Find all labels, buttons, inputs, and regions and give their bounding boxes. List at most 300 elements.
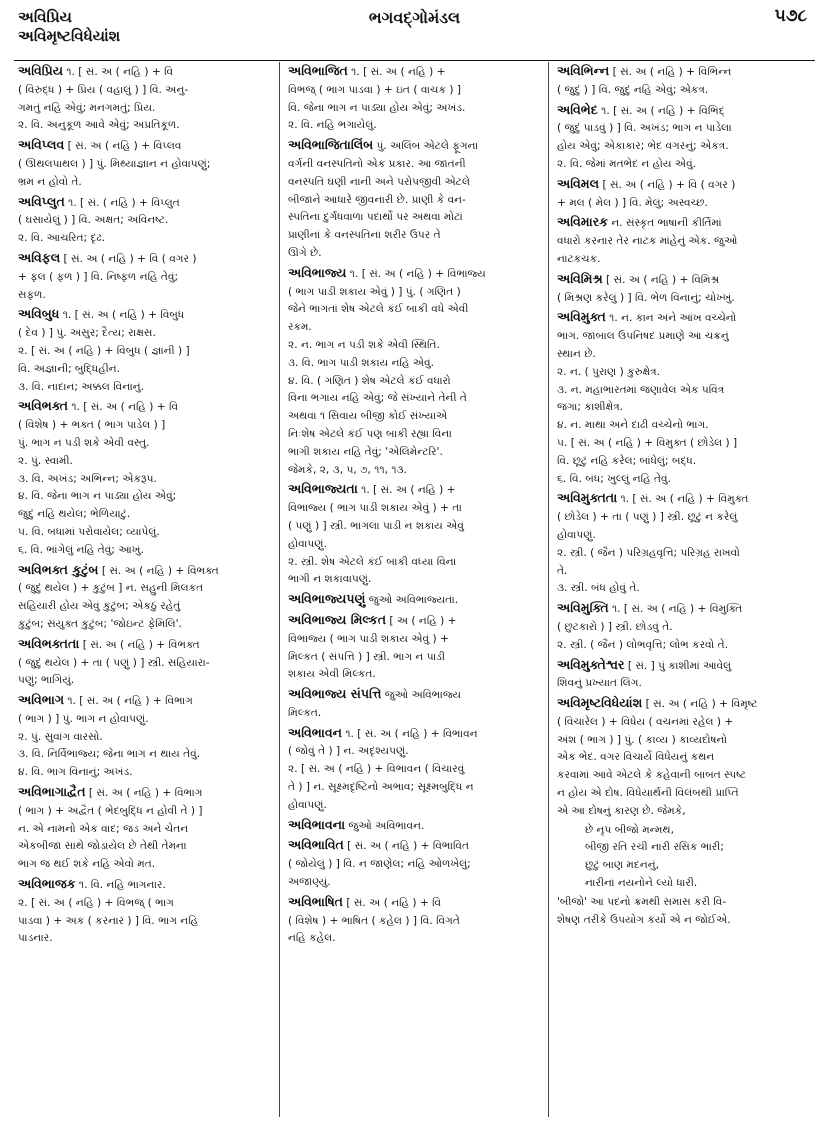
entry-line: [557, 619, 809, 637]
entry-line: [288, 337, 540, 355]
entry-line: [18, 803, 271, 821]
definition-text: ૧. [ સં. અ ( નહિ ) + વિ: [67, 401, 179, 414]
dictionary-entry: [288, 893, 540, 948]
headword: અવિભાષિત: [288, 893, 343, 909]
definition-text: ઊગે છે.: [288, 246, 322, 259]
dictionary-entry: [18, 691, 271, 782]
dictionary-entry: [288, 62, 540, 135]
headword: અવિમુક્તિ: [557, 600, 609, 616]
entry-line: [288, 685, 540, 705]
entry-line: [18, 856, 271, 874]
dictionary-entry: [18, 635, 271, 690]
definition-text: ૪. વિ. ભાગ વિનાનું; અખંડ.: [18, 766, 133, 779]
definition-text: ૨. પું. સ્વામી.: [18, 454, 73, 467]
entry-line: [288, 100, 540, 118]
dictionary-entry: [18, 561, 271, 634]
definition-text: ૧. [ સં. અ ( નહિ ) + વિભાજ્ય: [346, 267, 486, 280]
definition-text: એ આ દોષનું કારણ છે. જેમકે,: [557, 804, 686, 817]
dictionary-entry: [288, 836, 540, 891]
definition-text: [ સં. અ ( નહિ ) + વિભક્ત: [79, 638, 200, 651]
headword: અવિભાવિત: [288, 837, 344, 853]
column-3: [548, 62, 817, 1117]
definition-text: ૩. વિ. નિર્વિભાજ્ય; જેના ભાગ ન થાય તેવું.: [18, 748, 201, 761]
definition-text: [ સં. અ ( નહિ ) + વિભાગ: [85, 787, 203, 800]
definition-text: વિભજ્ ( ભાગ પાડવા ) + ઇત ( વાચક ) ]: [288, 83, 461, 96]
entry-line: [557, 382, 809, 400]
definition-text: ન. એ નામનો એક વાદ; જડ અને ચેતન: [18, 822, 189, 835]
definition-text: વધારો કરનાર તેર નાટક માંહેનું એક. જુઓ: [557, 235, 738, 248]
entry-line: [18, 561, 271, 581]
entry-line: [557, 195, 809, 213]
entry-line: [557, 656, 809, 676]
entry-line: [288, 500, 540, 518]
headword: અવિમારક: [557, 214, 608, 230]
running-title: ભગવદ્ગોમંડલ: [368, 8, 461, 27]
entry-line: [557, 894, 809, 912]
definition-text: ( ઘસાયેલું ) ] વિ. અક્ષત; અવિનષ્ટ.: [18, 214, 169, 227]
definition-text: ( જુદું ) ] વિ. જુદું નહિ એવું; એકત્ર.: [557, 83, 709, 96]
entry-line: [18, 672, 271, 690]
entry-line: [288, 930, 540, 948]
dictionary-entry: [288, 264, 540, 480]
definition-text: જુદું નહિ થયેલ; ભેળિયાટું.: [18, 508, 131, 521]
dictionary-entry: [288, 611, 540, 684]
entry-line: [288, 816, 540, 836]
entry-line: [18, 397, 271, 417]
headword: અવિભાજિતાલિંબ: [288, 137, 374, 153]
entry-line: [18, 598, 271, 616]
dictionary-entry: [18, 249, 271, 304]
headword: અવિબુધ: [18, 306, 60, 322]
definition-text: હોવાપણું.: [288, 798, 327, 811]
definition-text: ભાગી શકાય નહિ તેવું; 'એલિમેન્ટરિ'.: [288, 445, 443, 458]
definition-text: ૨. સ્ત્રી. ( જૈન ) પરિગ્રહવૃત્તિ; પરિગ્રહ રાખવો: [557, 546, 740, 559]
entry-line: [288, 156, 540, 174]
entry-line: [18, 305, 271, 325]
headword: અવિભેદ: [557, 101, 598, 117]
definition-text: ૨. ન. ( પુરાણ ) કુરુક્ષેત્ર.: [557, 365, 660, 378]
definition-text: [ સં. અ ( નહિ ) + વિભક્ત: [98, 564, 219, 577]
definition-text: નિઃશેષ એટલે કંઈ પણ બાકી રહ્યા વિના: [288, 427, 452, 440]
definition-text: તે ) ] ન. સૂક્ષ્મદૃષ્ટિનો અભાવ; સૂક્ષ્મબુદ્ધિ ન: [288, 781, 474, 794]
definition-text: વિભાજ્ય ( ભાગ પાડી શકાય એવું ) + તા: [288, 502, 462, 515]
entry-line: [557, 489, 809, 509]
entry-line: [18, 174, 271, 192]
definition-text: વિ. જેના ભાગ ન પાડ્યા હોય એવું; અખંડ.: [288, 101, 466, 114]
entry-line: [288, 408, 540, 426]
entry-line: [18, 379, 271, 397]
headword: અવિપ્રિય: [18, 63, 63, 78]
dictionary-entry: [557, 489, 809, 598]
definition-text: [ સં. અ ( નહિ ) + વિ ( વગર ): [60, 252, 197, 265]
entry-line: [557, 912, 809, 930]
entry-line: [288, 209, 540, 227]
definition-text: વિના ભગાય નહિ એવું; જે સંખ્યાને તેની તે: [288, 392, 467, 405]
entry-line: [557, 509, 809, 527]
definition-text: બીજી રતિ રચી નારી રસિક ભારી;: [585, 841, 724, 854]
entry-line: [288, 518, 540, 536]
headword: અવિમુક્ત: [557, 309, 606, 325]
definition-text: પાડનાર.: [18, 932, 53, 945]
entry-line: [18, 417, 271, 435]
definition-text: નહિ કહેલ.: [288, 932, 336, 945]
entry-line: [557, 435, 809, 453]
entry-line: [557, 346, 809, 364]
dictionary-entry: [557, 599, 809, 654]
definition-text: ( વિચારેલ ) + વિધેય ( વચનમાં રહેલ ) +: [557, 715, 734, 728]
definition-text: છે નૃપ બીજો મન્મથ,: [585, 823, 675, 836]
definition-text: + ફલ ( ફળ ) ] વિ. નિષ્ફળ નહિ તેવું;: [18, 270, 179, 283]
definition-text: ભ્રમ ન હોવો તે.: [18, 175, 82, 188]
entry-line: [557, 417, 809, 435]
definition-text: ૩. વિ. અખંડ; અભિન્ન; એકરૂપ.: [18, 472, 157, 485]
definition-text: જુઓ અવિભાવન.: [345, 819, 425, 832]
entry-line: [18, 655, 271, 673]
guide-word-last: અવિમૃષ્ટવિધેયાંશ: [18, 27, 121, 45]
headword: અવિભાવન: [288, 724, 342, 740]
entry-line: [18, 453, 271, 471]
definition-text: ( વિશેષ ) + ભાષિત ( કહેલ ) ] વિ. વિગતે: [288, 914, 460, 927]
dictionary-entry: [557, 101, 809, 174]
headword: અવિભાજક: [18, 876, 76, 892]
verse-block: [557, 822, 809, 893]
headword: અવિભાવના: [288, 816, 346, 832]
dictionary-entry: [288, 724, 540, 815]
entry-line: [288, 893, 540, 913]
page-number: ૫૭૮: [774, 6, 807, 26]
entry-line: [557, 364, 809, 382]
definition-text: ૨. [ સં. અ ( નહિ ) + વિભાવન ( વિચારવું: [288, 763, 465, 776]
definition-text: ( જુદું પાડવું ) ] વિ. અખંડ; ભાગ ન પાડેલા: [557, 122, 732, 135]
entry-line: [288, 856, 540, 874]
headword: અવિભિન્ન: [557, 63, 610, 78]
definition-text: ( વિરુદ્ધ ) + પ્રિય ( વહાલું ) ] વિ. અનુ-: [18, 83, 189, 96]
definition-text: ૧. [ સં. અ ( નહિ ) + વિભિદ્: [597, 104, 725, 117]
entry-line: [288, 571, 540, 589]
dictionary-entry: [288, 685, 540, 723]
definition-text: ( છુટકારો ) ] સ્ત્રી. છોડવું તે.: [557, 620, 673, 633]
entry-line: [18, 895, 271, 913]
entry-line: [557, 749, 809, 767]
entry-line: [18, 691, 271, 711]
definition-text: ૪. ન. માથા અને દાઢી વચ્ચેનો ભાગ.: [557, 419, 709, 432]
entry-line: [288, 390, 540, 408]
entry-line: [288, 227, 540, 245]
entry-line: [18, 616, 271, 634]
entry-line: [18, 930, 271, 948]
entry-line: [557, 785, 809, 803]
dictionary-entry: [557, 694, 809, 821]
entry-line: [18, 729, 271, 747]
verse-line: [557, 875, 809, 893]
entry-line: [18, 287, 271, 305]
headword: અવિમૃષ્ટવિધેયાંશ: [557, 695, 643, 711]
definition-text: રકમ.: [288, 321, 312, 334]
entry-line: [288, 611, 540, 631]
definition-text: સહિયારી હોય એવું કુટુંબ; એકઠું રહેતું: [18, 600, 181, 613]
entry-line: [18, 711, 271, 729]
headword: અવિમિશ્ર: [557, 270, 603, 286]
definition-text: + મલ ( મેલ ) ] વિ. મેલું; અસ્વચ્છ.: [557, 196, 708, 209]
entry-line: [557, 399, 809, 417]
entry-line: [18, 435, 271, 453]
entry-line: [18, 212, 271, 230]
entry-line: [18, 542, 271, 560]
page-header: [14, 6, 815, 61]
definition-text: 'બીજો' આ પદનો ક્રમથી સમાસ કરી વિ-: [557, 895, 727, 908]
entry-line: [288, 174, 540, 192]
entry-line: [288, 373, 540, 391]
entry-line: [18, 249, 271, 269]
entry-line: [557, 471, 809, 489]
entry-line: [557, 308, 809, 328]
definition-text: એકબીજા સાથે જોડાયેલ છે તેથી તેમના: [18, 840, 187, 853]
entry-line: [18, 783, 271, 803]
entry-line: [557, 767, 809, 785]
definition-text: મિલ્કત ( સંપત્તિ ) ] સ્ત્રી. ભાગ ન પાડી: [288, 650, 446, 663]
entry-line: [288, 319, 540, 337]
definition-text: ભાગ. જાબાલ ઉપનિષદ પ્રમાણે આ ચક્રનું: [557, 330, 729, 343]
dictionary-entry: [18, 136, 271, 191]
entry-line: [288, 631, 540, 649]
definition-text: મિલ્કત.: [288, 706, 322, 719]
definition-text: ૧. ન. કાન અને આંખ વચ્ચેનો: [605, 312, 737, 325]
definition-text: નારીનાં નયનોને લ્યો ધારી.: [585, 877, 698, 890]
entry-line: [557, 138, 809, 156]
definition-text: ( જુદું થયેલ ) + તા ( પણું ) ] સ્ત્રી. સહિયારા-: [18, 656, 210, 669]
column-2: [279, 62, 548, 1117]
entry-line: [288, 462, 540, 480]
headword: અવિપ્લુત: [18, 193, 65, 209]
entry-line: [557, 732, 809, 750]
verse-line: [557, 839, 809, 857]
definition-text: અજાણ્યું.: [288, 876, 331, 889]
headword: અવિભાજિત: [288, 63, 348, 78]
definition-text: ૨. ન. ભાગ ન પડી શકે એવી સ્થિતિ.: [288, 338, 440, 351]
definition-text: ૩. ન. મહાભારતમાં જણાવેલ એક પવિત્ર: [557, 383, 725, 396]
entry-line: [557, 251, 809, 269]
entry-line: [288, 743, 540, 761]
dictionary-entry: [557, 62, 809, 100]
entry-line: [18, 821, 271, 839]
entry-line: [288, 913, 540, 931]
entry-line: [288, 301, 540, 319]
definition-text: ૨. પું. સુવાંગ વારસો.: [18, 730, 103, 743]
dictionary-entry: [557, 894, 809, 930]
definition-text: ૩. વિ. ભાગ પાડી શકાય નહિ એવું.: [288, 356, 434, 369]
entry-line: [557, 101, 809, 121]
dictionary-entry: [557, 308, 809, 488]
definition-text: ૧. [ સં. ( નહિ ) + વિપ્લુત: [64, 196, 180, 209]
definition-text: ૧. [ સં. અ ( નહિ ) + વિમુક્તિ: [608, 603, 743, 616]
entry-line: [557, 545, 809, 563]
definition-text: બીજાને આધારે જીવનારી છે. પ્રાણી કે વન-: [288, 193, 466, 206]
entry-line: [18, 635, 271, 655]
entry-line: [18, 82, 271, 100]
dictionary-entry: [557, 270, 809, 308]
definition-text: ૪. વિ. જેના ભાગ ન પાડ્યા હોય એવું;: [18, 490, 177, 503]
headword: અવિભક્ત કુટુંબ: [18, 561, 99, 577]
entry-line: [18, 875, 271, 895]
dictionary-entry: [288, 816, 540, 836]
definition-text: શિવનું પ્રખ્યાત લિંગ.: [557, 677, 642, 690]
headword: અવિમુક્તતા: [557, 490, 618, 506]
entry-line: [557, 62, 809, 82]
entry-line: [18, 193, 271, 213]
verse-line: [557, 857, 809, 875]
entry-line: [288, 590, 540, 610]
definition-text: ( છોડેલ ) + તા ( પણું ) ] સ્ત્રી. છૂટું ન કરેલું: [557, 511, 738, 524]
entry-line: [18, 913, 271, 931]
definition-text: કુટુંબ; સંયુક્ત કુટુંબ; 'જોઇન્ટ ફેમિલિ'.: [18, 617, 182, 630]
entry-line: [288, 192, 540, 210]
definition-text: જુઓ અવિભાજ્યતા.: [365, 594, 459, 607]
entry-line: [288, 554, 540, 572]
entry-line: [288, 264, 540, 284]
definition-text: પાડવા ) + અક ( કરનાર ) ] વિ. ભાગ નહિ: [18, 914, 199, 927]
headword: અવિમુક્તેશ્વર: [557, 656, 625, 672]
definition-text: ૧. [ સં. અ ( નહિ ) +: [347, 66, 446, 78]
entry-line: [557, 599, 809, 619]
headword: અવિભાજ્ય મિલ્કત: [288, 611, 387, 627]
entry-line: [557, 675, 809, 693]
entry-line: [288, 536, 540, 554]
definition-text: [ સં. અ ( નહિ ) + વિપ્લવ: [64, 140, 182, 153]
definition-text: ૨. સ્ત્રી. ( જૈન ) લોભવૃત્તિ; લોભ કરવો તે.: [557, 638, 729, 651]
definition-text: ( મિશ્રણ કરેલું ) ] વિ. ભેળ વિનાનું; ચોખ્ખું.: [557, 291, 735, 304]
entry-line: [18, 325, 271, 343]
definition-text: ૧. [ સં. અ ( નહિ ) + વિબુધ: [59, 309, 185, 322]
definition-text: શેષણ તરીકે ઉપયોગ કર્યો એ ન જોઈએ.: [557, 913, 731, 926]
definition-text: ૬. વિ. ભાંગેલું નહિ તેવું; આખું.: [18, 543, 144, 556]
entry-line: [557, 82, 809, 100]
definition-text: શકાય એવી મિલ્કત.: [288, 668, 376, 681]
entry-line: [18, 361, 271, 379]
headword: અવિભક્ત: [18, 398, 68, 414]
entry-line: [18, 230, 271, 248]
entry-line: [557, 270, 809, 290]
entry-line: [18, 746, 271, 764]
definition-text: ૫. વિ. બધામાં પરોવાયેલ; વ્યાપેલું.: [18, 525, 160, 538]
definition-text: [ અ ( નહિ ) +: [386, 614, 457, 627]
definition-text: [ સં. અ ( નહિ ) + વિભાવિત: [343, 840, 470, 853]
entry-line: [557, 156, 809, 174]
dictionary-columns: [10, 62, 817, 1117]
headword: અવિભાજ્ય: [288, 264, 347, 280]
definition-text: અથવા ૧ સિવાય બીજી કોઈ સંખ્યાએ: [288, 410, 448, 423]
definition-text: ૨. [ સં. અ ( નહિ ) + વિબુધ ( જ્ઞાની ) ]: [18, 344, 190, 357]
entry-line: [18, 471, 271, 489]
definition-text: ૩. સ્ત્રી. બંધ હોવું તે.: [557, 582, 640, 595]
entry-line: [18, 488, 271, 506]
entry-line: [557, 714, 809, 732]
entry-line: [557, 213, 809, 233]
headword: અવિમલ: [557, 175, 600, 191]
definition-text: ૧. [ સં. અ ( નહિ ) + વિભાવન: [341, 727, 478, 740]
entry-line: [557, 527, 809, 545]
entry-line: [288, 705, 540, 723]
entry-line: [18, 838, 271, 856]
entry-line: [557, 290, 809, 308]
entry-line: [18, 580, 271, 598]
definition-text: ૨. વિ. અનુકૂળ આવે એવું; અપ્રતિકૂળ.: [18, 119, 180, 132]
entry-line: [288, 874, 540, 892]
definition-text: ( જોવું તે ) ] ન. અદૃશ્યપણું.: [288, 745, 409, 758]
definition-text: ૨. વિ. જેમાં મતભેદ ન હોય એવું.: [557, 157, 697, 170]
definition-text: હોવાપણું.: [557, 528, 596, 541]
definition-text: ૨. સ્ત્રી. શેષ એટલે કંઈ બાકી વધ્યા વિના: [288, 555, 457, 568]
definition-text: ૨. વિ. નહિ ભગાયેલું.: [288, 119, 377, 132]
headword: અવિભાગાદ્વૈત: [18, 784, 86, 800]
definition-text: હોય એવું; એકાકાર; ભેદ વગરનું; એકત્ર.: [557, 140, 729, 153]
definition-text: ( પણું ) ] સ્ત્રી. ભાગલા પાડી ન શકાય એવું: [288, 519, 464, 532]
definition-text: ૧. [ સં. અ ( નહિ ) +: [357, 484, 456, 497]
definition-text: એક ભેદ. વગર વિચાર્યે વિધેયનું કથન: [557, 751, 715, 764]
column-1: [10, 62, 279, 1117]
definition-text: વિ. છૂટું નહિ કરેલ; બાંધેલું; બદ્ધ.: [557, 454, 697, 467]
entry-line: [557, 563, 809, 581]
definition-text: ( જોયેલું ) ] વિ. ન જાણેલ; નહિ ઓળખેલું;: [288, 858, 471, 871]
entry-line: [18, 524, 271, 542]
entry-line: [18, 343, 271, 361]
entry-line: [288, 426, 540, 444]
entry-line: [288, 136, 540, 156]
entry-line: [288, 62, 540, 82]
definition-text: ૧. [ સં. અ ( નહિ ) + વિભાગ: [64, 695, 193, 708]
definition-text: વિ. અજ્ઞાની; બુદ્ધિહીન.: [18, 362, 121, 375]
entry-line: [557, 694, 809, 714]
definition-text: ૧. [ સં. અ ( નહિ ) + વિમુક્ત: [617, 493, 749, 506]
headword: અવિફલ: [18, 249, 61, 265]
definition-text: પ્રાણીનાં કે વનસ્પતિનાં શરીર ઉપર તે: [288, 229, 441, 242]
definition-text: ગમતું નહિ એવું; મનગમતું; પ્રિય.: [18, 101, 156, 114]
definition-text: સફળ.: [18, 288, 46, 301]
entry-line: [557, 175, 809, 195]
entry-line: [288, 82, 540, 100]
entry-line: [288, 480, 540, 500]
headword: અવિભાજ્ય સંપત્તિ: [288, 686, 382, 702]
definition-text: [ સં. અ ( નહિ ) + વિમૃષ્ટ: [642, 698, 758, 711]
definition-text: વિભાજ્ય ( ભાગ પાડી શકાય એવું ) +: [288, 632, 449, 645]
dictionary-entry: [18, 62, 271, 135]
headword: અવિભાગ: [18, 692, 64, 708]
definition-text: અંશ ( ભાગ ) ] પું. ( કાવ્ય ) કાવ્યદોષનો: [557, 733, 728, 746]
entry-line: [288, 666, 540, 684]
definition-text: ( ઊથલપાથલ ) ] પું. મિથ્યાજ્ઞાન ન હોવાપણું;: [18, 157, 211, 170]
definition-text: પું. અલિંબ એટલે ફૂગના: [373, 140, 479, 153]
entry-line: [557, 803, 809, 821]
entry-line: [288, 245, 540, 263]
definition-text: સ્પતિના દુર્ગંધવાળા પદાર્થો પર અથવા મોટાં: [288, 211, 463, 224]
dictionary-entry: [18, 397, 271, 559]
dictionary-entry: [18, 875, 271, 948]
entry-line: [18, 100, 271, 118]
entry-line: [288, 797, 540, 815]
definition-text: હોવાપણું.: [288, 537, 327, 550]
entry-line: [288, 355, 540, 373]
entry-line: [288, 444, 540, 462]
definition-text: ( દેવ ) ] પું. અસુર; દૈત્ય; રાક્ષસ.: [18, 327, 156, 340]
entry-line: [288, 724, 540, 744]
dictionary-entry: [557, 656, 809, 694]
headword: અવિભક્તતા: [18, 635, 80, 651]
definition-text: ન. સંસ્કૃત ભાષાની કીર્તિમાં: [607, 217, 722, 230]
entry-line: [288, 836, 540, 856]
dictionary-entry: [18, 305, 271, 396]
entry-line: [557, 328, 809, 346]
definition-text: [ સં. અ ( નહિ ) + વિમિશ્ર: [602, 273, 720, 286]
entry-line: [18, 156, 271, 174]
